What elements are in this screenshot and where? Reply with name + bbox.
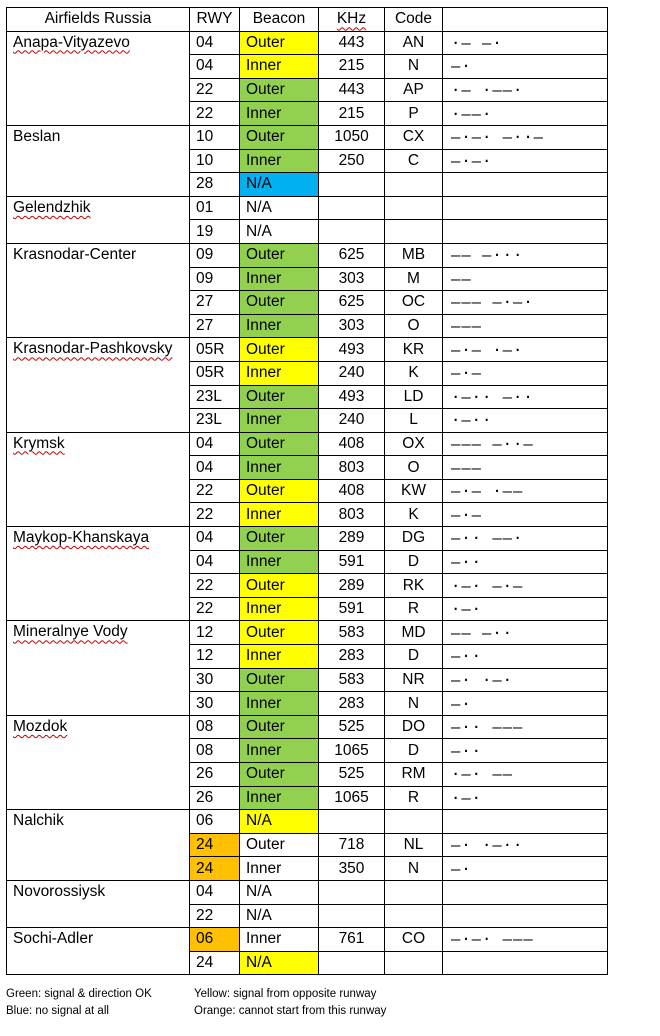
table-row (7, 31, 608, 55)
beacon-cell: Outer (240, 833, 319, 857)
code-cell: O (385, 456, 443, 480)
morse-cell: ·– –· (443, 31, 608, 55)
morse-cell (443, 220, 608, 244)
table-row (7, 810, 608, 834)
frequency-cell: 493 (319, 338, 385, 362)
morse-cell: –·–· –··– (443, 125, 608, 149)
morse-cell: ·–·· (443, 409, 608, 433)
runway-cell: 04 (190, 432, 240, 456)
frequency-cell: 443 (319, 31, 385, 55)
airfield-group (7, 338, 608, 432)
morse-cell: ·–· (443, 597, 608, 621)
frequency-cell: 591 (319, 597, 385, 621)
frequency-cell: 803 (319, 456, 385, 480)
legend-blue: Blue: no signal at all (6, 1005, 109, 1017)
frequency-cell: 408 (319, 479, 385, 503)
beacon-cell: Inner (240, 645, 319, 669)
beacon-cell: Inner (240, 597, 319, 621)
morse-cell: –– (443, 267, 608, 291)
table-row (7, 715, 608, 739)
airfield-name-text: Krasnodar-Pashkovsky (13, 340, 173, 358)
table-row (7, 243, 608, 267)
runway-cell: 26 (190, 786, 240, 810)
code-cell: CX (385, 125, 443, 149)
beacon-cell: Inner (240, 739, 319, 763)
code-cell (385, 196, 443, 220)
morse-cell: –·–· ––– (443, 928, 608, 952)
code-cell: MB (385, 243, 443, 267)
airfield-name (7, 196, 190, 243)
frequency-cell (319, 220, 385, 244)
airfield-name-text: Gelendzhik (13, 198, 91, 216)
airfield-name-text: Maykop-Khanskaya (13, 529, 150, 547)
morse-cell: –·· ––· (443, 527, 608, 551)
airfield-name (7, 432, 190, 526)
airfields-table (6, 7, 608, 975)
runway-cell: 23L (190, 409, 240, 433)
morse-cell: –·– ·–· (443, 338, 608, 362)
airfield-group (7, 715, 608, 809)
runway-cell: 22 (190, 102, 240, 126)
airfield-name-text: Mineralnye Vody (13, 623, 128, 641)
morse-cell: ––– (443, 456, 608, 480)
beacon-cell: Outer (240, 432, 319, 456)
legend-orange: Orange: cannot start from this runway (194, 1005, 387, 1017)
code-cell (385, 810, 443, 834)
frequency-cell (319, 951, 385, 975)
code-cell: N (385, 692, 443, 716)
runway-cell: 09 (190, 243, 240, 267)
beacon-cell: Inner (240, 102, 319, 126)
table-row (7, 338, 608, 362)
beacon-cell: Inner (240, 692, 319, 716)
beacon-cell: Outer (240, 715, 319, 739)
airfield-group (7, 243, 608, 337)
morse-cell: –·– ·–– (443, 479, 608, 503)
morse-cell: ·–· –– (443, 763, 608, 787)
header-row (7, 8, 608, 32)
beacon-cell: Inner (240, 550, 319, 574)
airfield-name (7, 880, 190, 927)
beacon-cell: Inner (240, 55, 319, 79)
airfield-name-text: Sochi-Adler (13, 930, 94, 948)
frequency-cell: 1050 (319, 125, 385, 149)
beacon-cell: Inner (240, 314, 319, 338)
code-cell: R (385, 597, 443, 621)
runway-cell: 22 (190, 904, 240, 928)
code-cell: L (385, 409, 443, 433)
beacon-cell: Outer (240, 291, 319, 315)
runway-cell: 10 (190, 149, 240, 173)
airfield-name-text: Novorossiysk (13, 882, 106, 900)
airfield-group (7, 31, 608, 125)
beacon-cell: Outer (240, 527, 319, 551)
code-cell: DO (385, 715, 443, 739)
table-row (7, 125, 608, 149)
code-cell: N (385, 55, 443, 79)
runway-cell: 28 (190, 173, 240, 197)
airfield-name (7, 810, 190, 881)
beacon-cell: Outer (240, 78, 319, 102)
airfield-name-text: Nalchik (13, 812, 64, 830)
code-cell: RM (385, 763, 443, 787)
runway-cell: 24 (190, 857, 240, 881)
code-cell: AN (385, 31, 443, 55)
airfield-name-text: Krymsk (13, 434, 65, 452)
header-code: Code (385, 8, 443, 32)
runway-cell: 06 (190, 928, 240, 952)
morse-cell (443, 173, 608, 197)
morse-cell: –·– (443, 503, 608, 527)
beacon-cell: Outer (240, 621, 319, 645)
frequency-cell: 718 (319, 833, 385, 857)
beacon-cell: N/A (240, 220, 319, 244)
morse-cell: ·–· –·– (443, 574, 608, 598)
runway-cell: 12 (190, 621, 240, 645)
code-cell (385, 220, 443, 244)
code-cell: P (385, 102, 443, 126)
runway-cell: 22 (190, 503, 240, 527)
beacon-cell: Inner (240, 267, 319, 291)
morse-cell: ––– –·–· (443, 291, 608, 315)
code-cell: K (385, 361, 443, 385)
airfield-name (7, 527, 190, 621)
runway-cell: 27 (190, 314, 240, 338)
code-cell: D (385, 645, 443, 669)
airfield-name-text: Mozdok (13, 717, 68, 735)
beacon-cell: Outer (240, 125, 319, 149)
code-cell: RK (385, 574, 443, 598)
beacon-cell: Inner (240, 409, 319, 433)
runway-cell: 04 (190, 31, 240, 55)
code-cell: KR (385, 338, 443, 362)
frequency-cell: 493 (319, 385, 385, 409)
beacon-cell: Outer (240, 31, 319, 55)
frequency-cell (319, 880, 385, 904)
runway-cell: 10 (190, 125, 240, 149)
morse-cell: –· ·–·· (443, 833, 608, 857)
frequency-cell: 408 (319, 432, 385, 456)
frequency-cell: 803 (319, 503, 385, 527)
runway-cell: 22 (190, 574, 240, 598)
table-row (7, 621, 608, 645)
beacon-cell: Outer (240, 338, 319, 362)
code-cell: D (385, 550, 443, 574)
code-cell: OX (385, 432, 443, 456)
frequency-cell: 583 (319, 621, 385, 645)
header-rwy: RWY (190, 8, 240, 32)
airfield-name-text: Beslan (13, 127, 61, 145)
beacon-cell: Outer (240, 763, 319, 787)
morse-cell: –· (443, 692, 608, 716)
code-cell: DG (385, 527, 443, 551)
beacon-cell: N/A (240, 810, 319, 834)
beacon-cell: Inner (240, 786, 319, 810)
beacon-cell: N/A (240, 196, 319, 220)
frequency-cell: 303 (319, 314, 385, 338)
frequency-cell: 283 (319, 692, 385, 716)
frequency-cell: 215 (319, 55, 385, 79)
morse-cell (443, 904, 608, 928)
beacon-cell: Inner (240, 456, 319, 480)
airfield-name (7, 125, 190, 196)
code-cell (385, 951, 443, 975)
beacon-cell: Inner (240, 149, 319, 173)
airfield-name-text: Anapa-Vityazevo (13, 33, 130, 51)
code-cell: R (385, 786, 443, 810)
runway-cell: 04 (190, 550, 240, 574)
code-cell: NR (385, 668, 443, 692)
runway-cell: 22 (190, 597, 240, 621)
runway-cell: 12 (190, 645, 240, 669)
frequency-cell: 289 (319, 527, 385, 551)
runway-cell: 26 (190, 763, 240, 787)
runway-cell: 04 (190, 456, 240, 480)
code-cell: M (385, 267, 443, 291)
morse-cell: ––– –··– (443, 432, 608, 456)
beacon-cell: Inner (240, 503, 319, 527)
runway-cell: 23L (190, 385, 240, 409)
beacon-cell: N/A (240, 880, 319, 904)
morse-cell: –– –··· (443, 243, 608, 267)
frequency-cell: 625 (319, 243, 385, 267)
frequency-cell: 525 (319, 763, 385, 787)
code-cell: O (385, 314, 443, 338)
header-beacon: Beacon (240, 8, 319, 32)
airfield-name (7, 928, 190, 975)
frequency-cell: 583 (319, 668, 385, 692)
airfield-name (7, 715, 190, 809)
frequency-cell: 761 (319, 928, 385, 952)
runway-cell: 08 (190, 739, 240, 763)
code-cell: N (385, 857, 443, 881)
runway-cell: 04 (190, 527, 240, 551)
frequency-cell: 591 (319, 550, 385, 574)
airfield-name (7, 621, 190, 715)
code-cell: OC (385, 291, 443, 315)
code-cell (385, 904, 443, 928)
code-cell: C (385, 149, 443, 173)
runway-cell: 24 (190, 833, 240, 857)
morse-cell (443, 951, 608, 975)
frequency-cell (319, 173, 385, 197)
runway-cell: 22 (190, 479, 240, 503)
airfield-group (7, 527, 608, 621)
runway-cell: 08 (190, 715, 240, 739)
morse-cell (443, 880, 608, 904)
runway-cell: 04 (190, 880, 240, 904)
airfield-group (7, 125, 608, 196)
table-row (7, 432, 608, 456)
morse-cell: –·· ––– (443, 715, 608, 739)
morse-cell: –·–· (443, 149, 608, 173)
morse-cell: ––– (443, 314, 608, 338)
frequency-cell: 1065 (319, 786, 385, 810)
frequency-cell: 625 (319, 291, 385, 315)
runway-cell: 30 (190, 692, 240, 716)
frequency-cell (319, 196, 385, 220)
airfield-name-text: Krasnodar-Center (13, 245, 137, 263)
code-cell: KW (385, 479, 443, 503)
runway-cell: 04 (190, 55, 240, 79)
code-cell: AP (385, 78, 443, 102)
morse-cell: –· (443, 857, 608, 881)
airfield-name (7, 338, 190, 432)
frequency-cell: 443 (319, 78, 385, 102)
frequency-cell: 215 (319, 102, 385, 126)
beacon-cell: Outer (240, 574, 319, 598)
morse-cell: –·· (443, 739, 608, 763)
beacon-cell: N/A (240, 904, 319, 928)
airfield-group (7, 196, 608, 243)
frequency-cell: 350 (319, 857, 385, 881)
header-airfield: Airfields Russia (7, 8, 190, 32)
morse-cell: ·–· (443, 786, 608, 810)
morse-cell: ·––· (443, 102, 608, 126)
airfield-group (7, 810, 608, 881)
frequency-cell: 240 (319, 361, 385, 385)
airfield-name (7, 31, 190, 125)
table-row (7, 880, 608, 904)
frequency-cell: 283 (319, 645, 385, 669)
frequency-cell: 289 (319, 574, 385, 598)
beacon-cell: Outer (240, 668, 319, 692)
morse-cell: –·· (443, 550, 608, 574)
morse-cell: –·– (443, 361, 608, 385)
morse-cell: –· ·–· (443, 668, 608, 692)
legend-green: Green: signal & direction OK (6, 988, 152, 1000)
table-row (7, 928, 608, 952)
airfield-group (7, 928, 608, 975)
code-cell: CO (385, 928, 443, 952)
runway-cell: 27 (190, 291, 240, 315)
runway-cell: 05R (190, 361, 240, 385)
beacon-cell: Outer (240, 385, 319, 409)
beacon-cell: Inner (240, 928, 319, 952)
morse-cell: –· (443, 55, 608, 79)
beacon-cell: Outer (240, 243, 319, 267)
morse-cell: –– –·· (443, 621, 608, 645)
code-cell (385, 173, 443, 197)
code-cell: K (385, 503, 443, 527)
frequency-cell (319, 810, 385, 834)
beacon-cell: Inner (240, 361, 319, 385)
beacon-cell: N/A (240, 173, 319, 197)
beacon-cell: Outer (240, 479, 319, 503)
runway-cell: 19 (190, 220, 240, 244)
frequency-cell: 240 (319, 409, 385, 433)
airfield-group (7, 880, 608, 927)
header-khz-label: KHz (336, 10, 367, 28)
morse-cell: ·–·· –·· (443, 385, 608, 409)
airfield-group (7, 621, 608, 715)
morse-cell: –·· (443, 645, 608, 669)
header-khz (319, 8, 385, 32)
frequency-cell: 1065 (319, 739, 385, 763)
code-cell: NL (385, 833, 443, 857)
frequency-cell: 250 (319, 149, 385, 173)
frequency-cell (319, 904, 385, 928)
header-morse (443, 8, 608, 32)
code-cell: D (385, 739, 443, 763)
airfield-name (7, 243, 190, 337)
morse-cell: ·– ·––· (443, 78, 608, 102)
table-row (7, 527, 608, 551)
code-cell: LD (385, 385, 443, 409)
beacon-cell: N/A (240, 951, 319, 975)
runway-cell: 24 (190, 951, 240, 975)
legend-yellow: Yellow: signal from opposite runway (194, 988, 377, 1000)
runway-cell: 01 (190, 196, 240, 220)
runway-cell: 06 (190, 810, 240, 834)
morse-cell (443, 196, 608, 220)
runway-cell: 30 (190, 668, 240, 692)
code-cell (385, 880, 443, 904)
runway-cell: 09 (190, 267, 240, 291)
morse-cell (443, 810, 608, 834)
table-row (7, 196, 608, 220)
beacon-cell: Inner (240, 857, 319, 881)
runway-cell: 05R (190, 338, 240, 362)
code-cell: MD (385, 621, 443, 645)
runway-cell: 22 (190, 78, 240, 102)
airfield-group (7, 432, 608, 526)
frequency-cell: 303 (319, 267, 385, 291)
frequency-cell: 525 (319, 715, 385, 739)
